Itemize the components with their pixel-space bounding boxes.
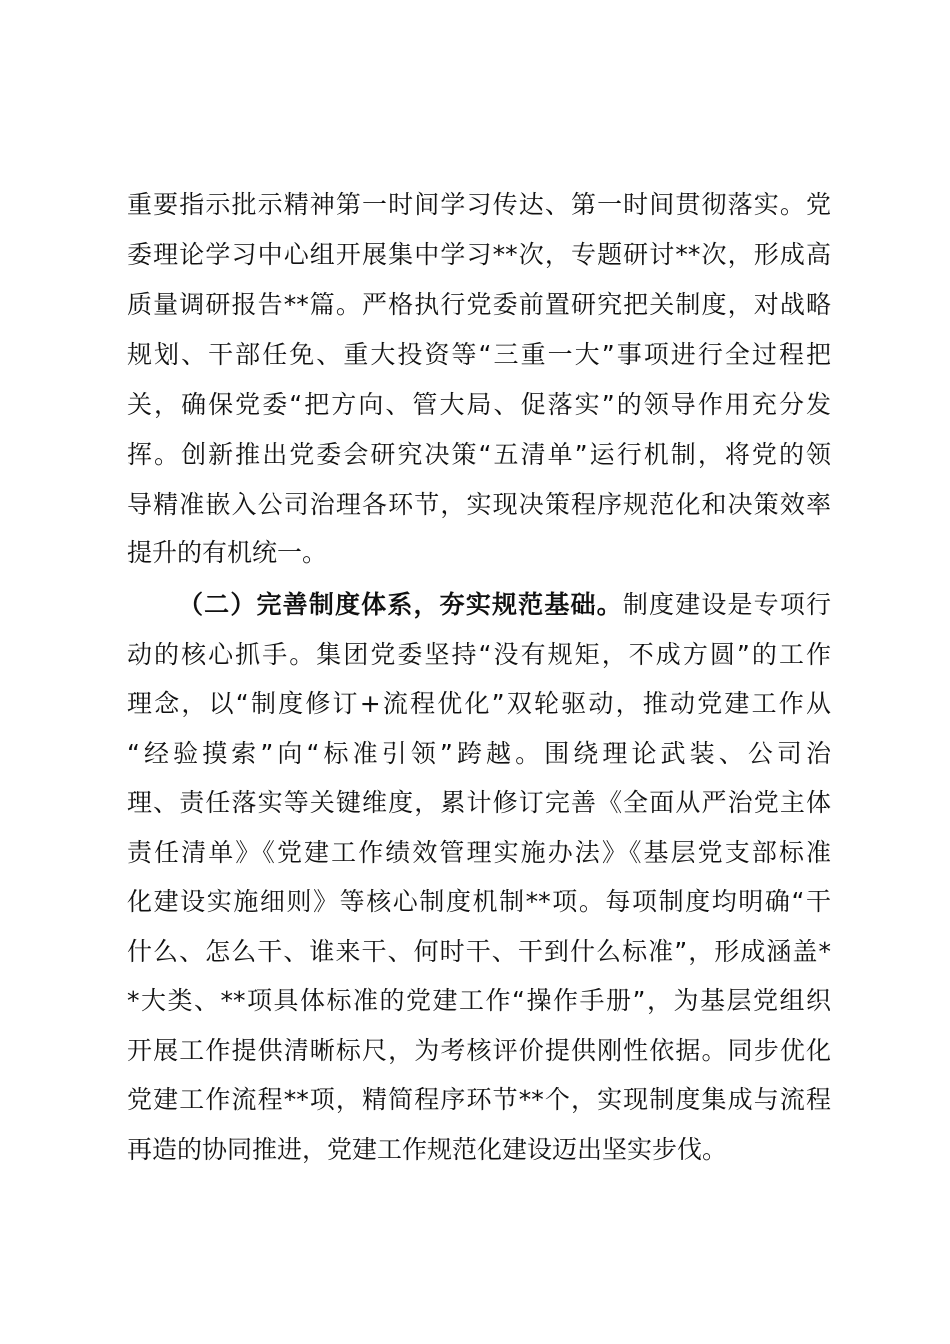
text-line: 关，确保党委“把方向、管大局、促落实”的领导作用充分发: [127, 390, 831, 419]
text-line: 重要指示批示精神第一时间学习传达、第一时间贯彻落实。党: [127, 190, 831, 219]
text-line: 责任清单》《党建工作绩效管理实施办法》《基层党支部标准: [127, 838, 831, 867]
text-line: 什么、怎么干、谁来干、何时干、干到什么标准”，形成涵盖*: [127, 937, 831, 966]
text-line: 理、责任落实等关键维度，累计修订完善《全面从严治党主体: [127, 788, 831, 817]
text-line: 规划、干部任免、重大投资等“三重一大”事项进行全过程把: [127, 340, 831, 369]
text-line: 导精准嵌入公司治理各环节，实现决策程序规范化和决策效率: [127, 490, 831, 519]
text-line: 党建工作流程**项，精简程序环节**个，实现制度集成与流程: [127, 1085, 831, 1114]
text-line: 化建设实施细则》等核心制度机制**项。每项制度均明确“干: [127, 887, 831, 916]
text-line: 质量调研报告**篇。严格执行党委前置研究把关制度，对战略: [127, 290, 831, 319]
text-line: 理念，以“制度修订+流程优化”双轮驱动，推动党建工作从: [127, 689, 831, 718]
text-line: “经验摸索”向“标准引领”跨越。围绕理论武装、公司治: [127, 739, 831, 768]
text-line: 开展工作提供清晰标尺，为考核评价提供刚性依据。同步优化: [127, 1036, 831, 1065]
text-line: *大类、**项具体标准的党建工作“操作手册”，为基层党组织: [127, 986, 831, 1015]
text-line: 再造的协同推进，党建工作规范化建设迈出坚实步伐。: [127, 1135, 728, 1164]
text-line: 动的核心抓手。集团党委坚持“没有规矩，不成方圆”的工作: [127, 640, 831, 669]
text-line: 提升的有机统一。: [127, 538, 328, 567]
text-run: 制度建设是专项行: [622, 590, 831, 619]
text-line-first: [178, 588, 831, 622]
section-heading: （二）完善制度体系，夯实规范基础。: [178, 590, 623, 619]
text-line: 挥。创新推出党委会研究决策“五清单”运行机制，将党的领: [127, 440, 831, 469]
text-line: 委理论学习中心组开展集中学习**次，专题研讨**次，形成高: [127, 240, 831, 269]
